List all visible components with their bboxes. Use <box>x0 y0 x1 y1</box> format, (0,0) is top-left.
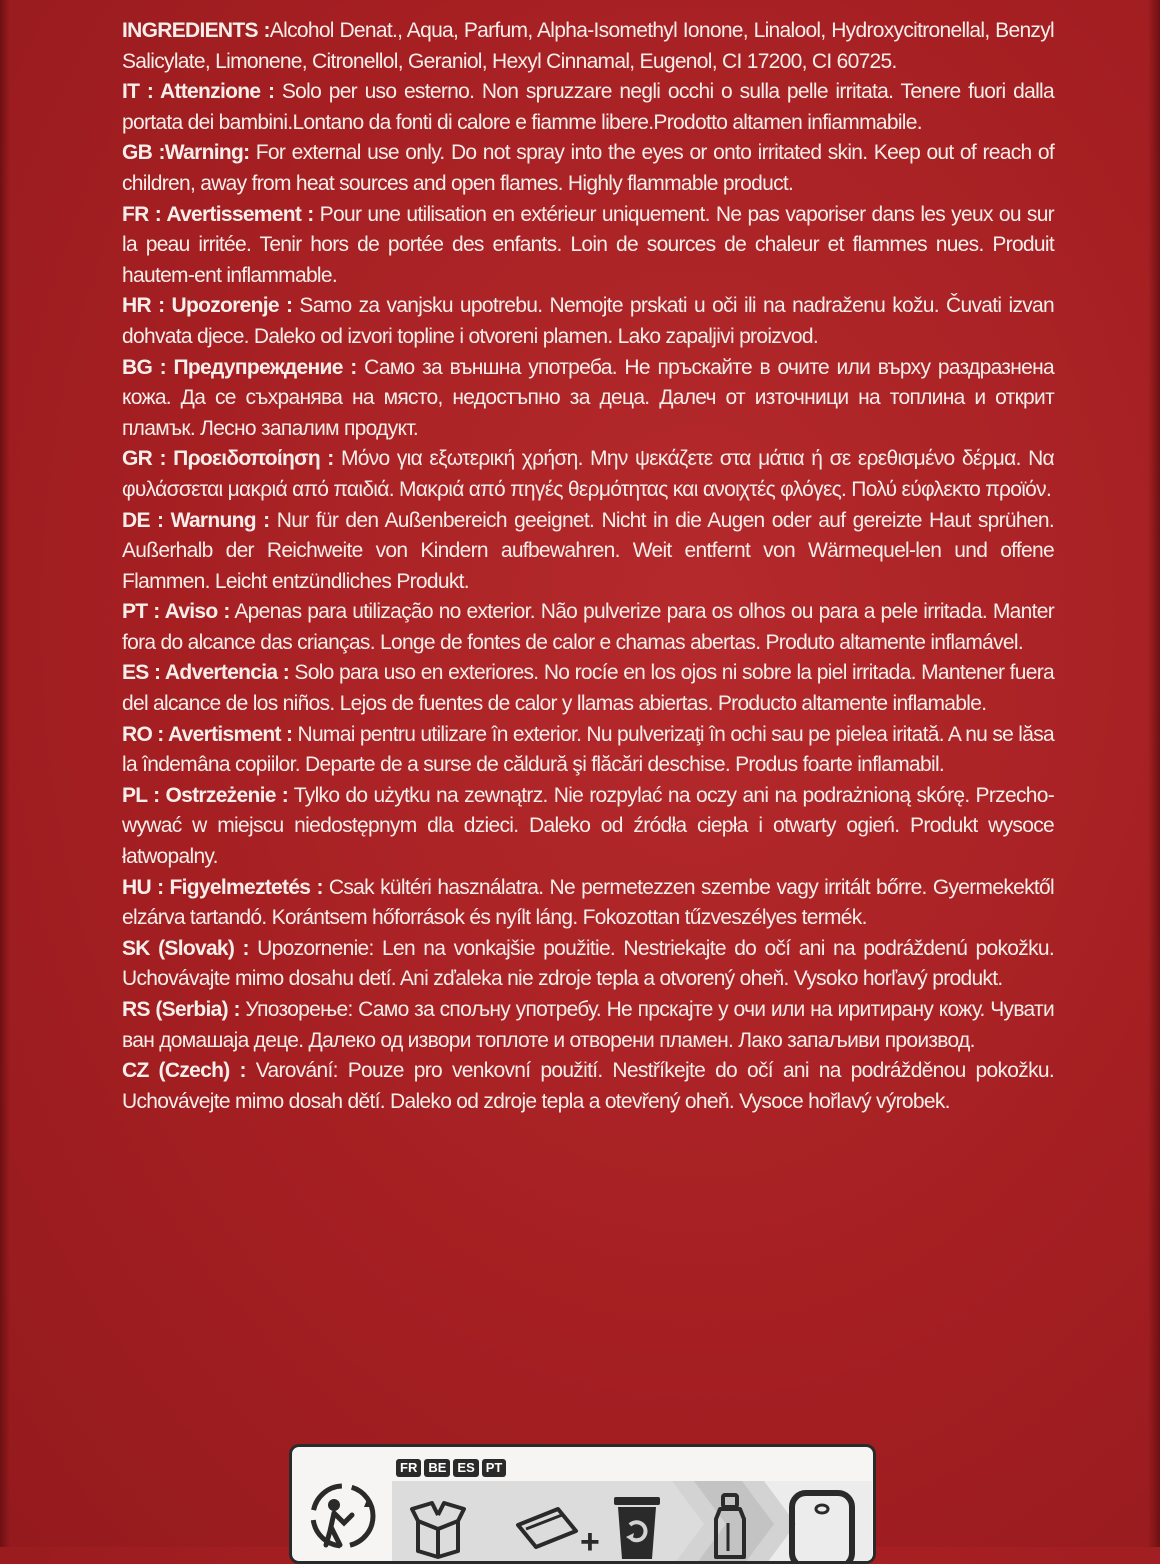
sachet-icon <box>512 1503 582 1553</box>
box-icon <box>408 1495 468 1559</box>
warning-text: Varování: Pouze pro venkovní použití. Nestříkejte do očí ani na podrážděnou pokožku. Uchovávejte mimo dosah dětí. Daleko od zdroje tepla a otevřený oheň. Vysoce hořlavý výrobek. <box>122 1059 1055 1113</box>
package-edge-left <box>0 0 10 1547</box>
ingredients-text: Alcohol Denat., Aqua, Parfum, Alpha-Isomethyl Ionone, Linalool, Hydroxycitronellal, Benzyl Salicylate, Limonene, Citronellol, Geraniol, Hexyl Cinnamal, Eugenol, CI 17200, CI 60725. <box>122 19 1054 73</box>
warning-text: Само за външна употреба. Не пръскайте в очите или върху раздразнена кожа. Да се съхранява на място, недостъпно за деца. Далеч от източници на топлина и открит пламък. Лесно запалим продукт. <box>122 355 1054 440</box>
warning-gr <box>122 444 1054 505</box>
warning-text: Pour une utilisation en extérieur uniquement. Ne pas vaporiser dans les yeux ou sur la peau irritée. Tenir hors de portée des enfants. Loin de sources de chaleur et flammes nues. Produit hautem-ent inflammable. <box>122 202 1054 287</box>
warning-bg <box>122 353 1054 445</box>
warning-heading: GR : Προειδοποίηση : <box>122 447 334 471</box>
bottle-icon <box>710 1491 750 1563</box>
recycling-bin-icon <box>610 1489 664 1563</box>
warning-text: Tylko do użytku na zewnątrz. Nie rozpylać na oczy ani na podrażnioną skórę. Przecho-wywać w miejscu niedostępnym dla dzieci. Daleko od źródła ciepła i otwarty ogień. Produkt wysoce łatwopalny. <box>122 783 1054 869</box>
warning-it <box>122 77 1054 138</box>
warning-heading: RS (Serbia) : <box>122 998 240 1021</box>
warning-heading: HU : Figyelmeztetés : <box>122 875 323 899</box>
warning-heading: HR : Upozorenje : <box>122 294 293 318</box>
warning-de <box>122 506 1054 598</box>
warning-heading: IT : Attenzione : <box>122 80 275 104</box>
warning-es <box>122 658 1054 719</box>
warning-gb <box>122 138 1054 199</box>
warning-heading: GB :Warning: <box>122 141 250 165</box>
warning-heading: PL : Ostrzeżenie : <box>122 783 289 807</box>
warning-text: For external use only. Do not spray into the eyes or onto irritated skin. Keep out of reach of children, away from heat sources and open flames. Highly flammable product. <box>122 141 1054 195</box>
label-text-block <box>122 16 1054 1117</box>
recycling-info-panel <box>289 1444 876 1564</box>
warning-heading: BG : Предупреждение : <box>122 355 357 379</box>
warning-rs <box>122 995 1054 1056</box>
warning-heading: ES : Advertencia : <box>122 661 290 685</box>
warning-cz <box>122 1056 1054 1117</box>
warning-ro <box>122 720 1054 781</box>
ingredients-heading: INGREDIENTS : <box>122 19 270 42</box>
flag-pt: PT <box>482 1459 507 1477</box>
warning-pl <box>122 781 1054 873</box>
warning-sk <box>122 934 1054 995</box>
flag-fr: FR <box>396 1459 421 1477</box>
package-edge-right <box>1148 0 1160 1547</box>
plus-sign: + <box>580 1523 600 1561</box>
warning-heading: DE : Warnung : <box>122 508 270 532</box>
warning-text: Numai pentru utilizare în exterior. Nu pulverizaţi în ochi sau pe pielea iritată. A nu se lăsa la îndemâna copiilor. Departe de a surse de căldură şi flăcări deschise. Produs foarte inflamabil. <box>122 722 1054 777</box>
warning-text: Samo za vanjsku upotrebu. Nemojte prskati u oči ili na nadraženu kožu. Čuvati izvan dohvata djece. Daleko od izvori topline i otvoreni plamen. Lako zapaljivi proizvod. <box>122 294 1055 348</box>
warning-text: Nur für den Außenbereich geeignet. Nicht in die Augen oder auf gereizte Haut sprühen. Außerhalb der Reichweite von Kindern aufbewahren. Weit entfernt von Wärmequel-len und offene Flammen. Leicht entzündliches Produkt. <box>122 508 1054 593</box>
warning-text: Μόνο για εξωτερική χρήση. Μην ψεκάζετε στα μάτια ή σε ερεθισμένο δέρμα. Να φυλάσσεται μακριά από παιδιά. Μακριά από πηγές θερμότητας και ανοιχτές φλόγες. Πολύ εύφλεκτο προϊόν. <box>122 447 1054 501</box>
warning-heading: PT : Aviso : <box>122 600 230 624</box>
ingredients-paragraph <box>122 16 1054 77</box>
warning-text: Apenas para utilização no exterior. Não pulverize para os olhos ou para a pele irritada. Manter fora do alcance das crianças. Longe de fontes de calor e chamas abertas. Produto altamente inflamável. <box>122 600 1054 654</box>
warning-text: Упозорење: Само за спољну употребу. Не прскајте у очи или на иритирану кожу. Чувати ван домашаја деце. Далеко од извори топлоте и отворени пламен. Лако запаљиви производ. <box>122 998 1055 1052</box>
warning-fr <box>122 200 1054 292</box>
warning-heading: SK (Slovak) : <box>122 936 249 960</box>
warning-hu <box>122 873 1054 934</box>
warning-hr <box>122 291 1054 352</box>
warning-pt <box>122 597 1054 658</box>
warning-heading: CZ (Czech) : <box>122 1059 246 1083</box>
flag-be: BE <box>424 1459 450 1477</box>
warning-text: Solo per uso esterno. Non spruzzare negli occhi o sulla pelle irritata. Tenere fuori dalla portata dei bambini.Lontano da fonti di calore e fiamme libere.Prodotto altamen infiammabile. <box>122 80 1054 134</box>
flag-es: ES <box>453 1459 478 1477</box>
country-flags <box>396 1459 506 1477</box>
spray-cap-icon <box>784 1487 862 1564</box>
sorting-info-band <box>392 1481 872 1564</box>
warning-heading: RO : Avertisment : <box>122 722 293 746</box>
triman-icon <box>304 1475 382 1553</box>
warning-text: Upozornenie: Len na vonkajšie použitie. Nestriekajte do očí ani na podráždenú pokožku. Uchovávajte mimo dosahu detí. Ani zďaleka nie zdroje tepla a otvorený oheň. Vysoko horľavý produkt. <box>122 936 1054 991</box>
warning-text: Solo para uso en exteriores. No rocíe en los ojos ni sobre la piel irritada. Mantener fuera del alcance de los niños. Lejos de fuentes de calor y llamas abiertas. Producto altamente inflamable. <box>122 661 1054 716</box>
warning-heading: FR : Avertissement : <box>122 202 314 226</box>
warning-text: Csak kültéri használatra. Ne permetezzen szembe vagy irritált bőrre. Gyermekektől elzárva tartandó. Korántsem hőforrások és nyílt láng. Fokozottan tűzveszélyes termék. <box>122 875 1054 930</box>
